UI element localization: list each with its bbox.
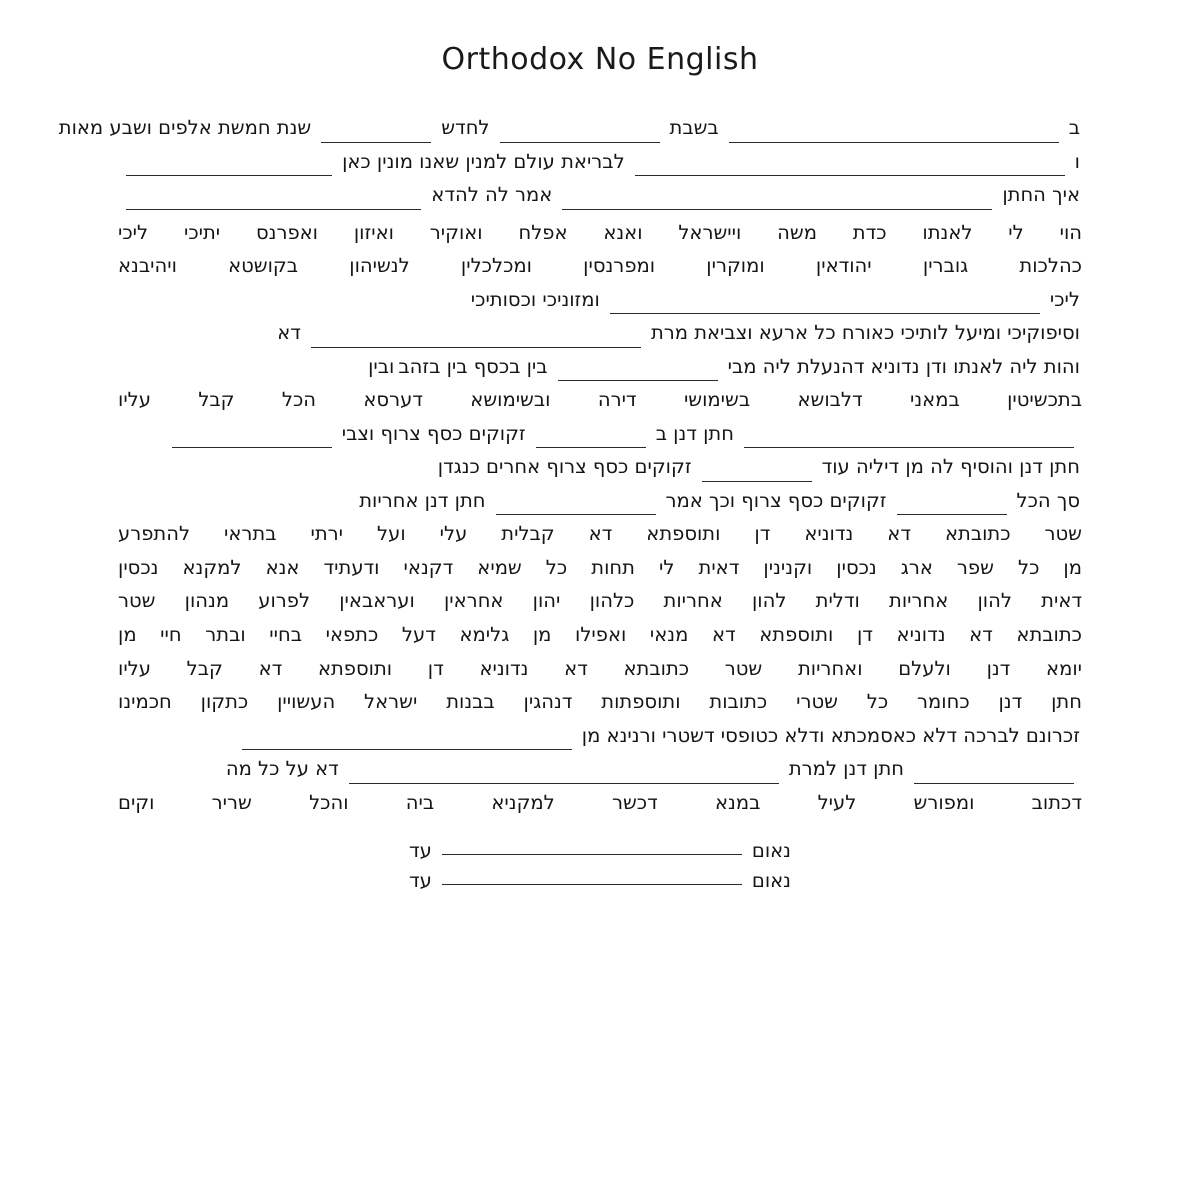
dowry-text: והות ליה לאנתו ודן נדוניא דהנעלת ליה מבי xyxy=(727,354,1080,378)
place-blank[interactable] xyxy=(635,157,1065,177)
silver-gold-text: בין בכסף בין בזהב xyxy=(398,354,548,378)
page-title: Orthodox No English xyxy=(441,42,759,77)
text-line-11: מן כל שפר ארג נכסין וקנינין דאית לי תחות כל שמיא דקנאי ודעתיד אנא למקנא נכסין xyxy=(118,555,1082,579)
text-line-2: כהלכות גוברין יהודאין ומוקרין ומפרנסין ומכלכלין לנשיהון בקושטא ויהיבנא xyxy=(118,254,1082,278)
groom-label: איך החתן xyxy=(1002,183,1080,207)
week-label: בשבת xyxy=(669,116,719,139)
addition-label: חתן דנן והוסיף לה מן דיליה עוד xyxy=(821,455,1080,479)
groom-blank-9[interactable] xyxy=(496,496,656,516)
groom-line xyxy=(118,178,1082,212)
text-line-18: דכתוב ומפורש לעיל במנא דכשר למקניא ביה והכל שריר וקים xyxy=(118,790,1082,814)
creation-text: לבריאת עולם למנין שאנו מונין כאן xyxy=(342,149,625,173)
text-line-7 xyxy=(118,417,1082,451)
text-line-14: יומא דנן ולעלם ואחריות שטר כתובתא דא נדוניא דן ותוספתא דא קבל עליו xyxy=(118,656,1082,680)
text-line-9 xyxy=(118,484,1082,518)
total-label: סך הכל xyxy=(1016,488,1080,512)
text-line-5 xyxy=(118,350,1082,384)
acquisition-blank[interactable] xyxy=(242,731,572,751)
witness-label-1: עד xyxy=(409,838,432,862)
maintenance-text: ומזוניכי וכסותיכי xyxy=(470,287,600,311)
day-blank[interactable] xyxy=(729,123,1059,143)
groom-amount-label: חתן דנן ב xyxy=(655,421,734,445)
text-line-16 xyxy=(118,719,1082,753)
groom-name-blank[interactable] xyxy=(562,190,992,210)
zekukim-text-9: זקוקים כסף צרוף וכך אמר xyxy=(665,488,887,512)
text-line-4 xyxy=(118,316,1082,350)
asmachta-text: זכרונם לברכה דלא כאסמכתא ודלא כטופסי דשטרי ורנינא מן xyxy=(581,723,1080,747)
uvein-label: ובין xyxy=(368,354,395,378)
witness-signature-blank-2[interactable] xyxy=(442,866,742,886)
creation-prefix: ו xyxy=(1074,149,1080,173)
ketubah-body xyxy=(58,111,1082,819)
al-kol-mah-text: דא על כל מה xyxy=(225,757,339,781)
bride-name-blank[interactable] xyxy=(126,190,421,210)
month-label: לחדש xyxy=(441,116,490,139)
zekukim-text-8: זקוקים כסף צרוף אחרים כנגדן xyxy=(437,455,692,479)
text-line-17 xyxy=(118,752,1082,786)
text-line-15: חתן דנן כחומר כל שטרי כתובות ותוספתות דנהגין בבנות ישראל העשויין כתקון חכמינו xyxy=(118,690,1082,714)
witness-label-2: עד xyxy=(409,869,432,893)
groom-blank-7[interactable] xyxy=(744,429,1074,449)
responsibility-text: חתן דנן אחריות xyxy=(359,488,486,512)
text-line-13: כתובתא דא נדוניא דן ותוספתא דא מנאי ואפילו מן גלימא דעל כתפאי בחיי ובתר חיי מן xyxy=(118,622,1082,646)
witness-statement-label-2: נאום xyxy=(751,869,791,893)
witness-line-2 xyxy=(0,868,1200,893)
amount-blank-7[interactable] xyxy=(536,429,646,449)
said-to-label: אמר לה להדא xyxy=(431,183,553,207)
year-blank[interactable] xyxy=(321,123,431,143)
date-prefix: ב xyxy=(1068,116,1080,139)
text-line-6: בתכשיטין במאני דלבושא בשימושי דירה ובשימושא דערסא הכל קבל עליו xyxy=(118,388,1082,412)
date-line xyxy=(58,111,1082,145)
lead-blank-17[interactable] xyxy=(914,764,1074,784)
liki-label: ליכי xyxy=(1049,287,1080,311)
month-blank[interactable] xyxy=(500,123,660,143)
trailing-blank-7[interactable] xyxy=(172,429,332,449)
signature-block xyxy=(0,837,1200,892)
creation-line xyxy=(118,145,1082,179)
text-line-10: שטר כתובתא דא נדוניא דן ותוספתא דא קבלית עלי ועל ירתי בתראי להתפרע xyxy=(118,522,1082,546)
year-text: שנת חמשת אלפים ושבע מאות xyxy=(58,116,312,139)
addition-amount-blank[interactable] xyxy=(702,462,812,482)
witness-line-1 xyxy=(0,837,1200,862)
text-line-3 xyxy=(118,283,1082,317)
dowry-blank-a[interactable] xyxy=(610,295,1040,315)
text-line-8 xyxy=(118,450,1082,484)
city-blank[interactable] xyxy=(126,157,332,177)
text-line-1: הוי לי לאנתו כדת משה ויישראל ואנא אפלח ואוקיר ואיזון ואפרנס יתיכי ליכי xyxy=(118,220,1082,244)
witness-signature-blank-1[interactable] xyxy=(442,835,742,855)
bride-name-blank-3[interactable] xyxy=(349,764,779,784)
zekukim-text-7: זקוקים כסף צרוף וצבי xyxy=(341,421,526,445)
text-line-12: דאית להון אחריות ודלית להון אחריות כלהון יהון אחראין ועראבאין לפרוע מנהון שטר xyxy=(118,589,1082,613)
total-amount-blank[interactable] xyxy=(897,496,1007,516)
witness-statement-label-1: נאום xyxy=(751,838,791,862)
father-name-blank[interactable] xyxy=(558,362,718,382)
da-label: דא xyxy=(277,321,301,345)
consent-text: וסיפוקיכי ומיעל לותיכי כאורח כל ארעא וצביאת מרת xyxy=(650,321,1080,345)
bride-name-blank-2[interactable] xyxy=(311,328,641,348)
groom-to-bride-label: חתן דנן למרת xyxy=(788,757,904,781)
